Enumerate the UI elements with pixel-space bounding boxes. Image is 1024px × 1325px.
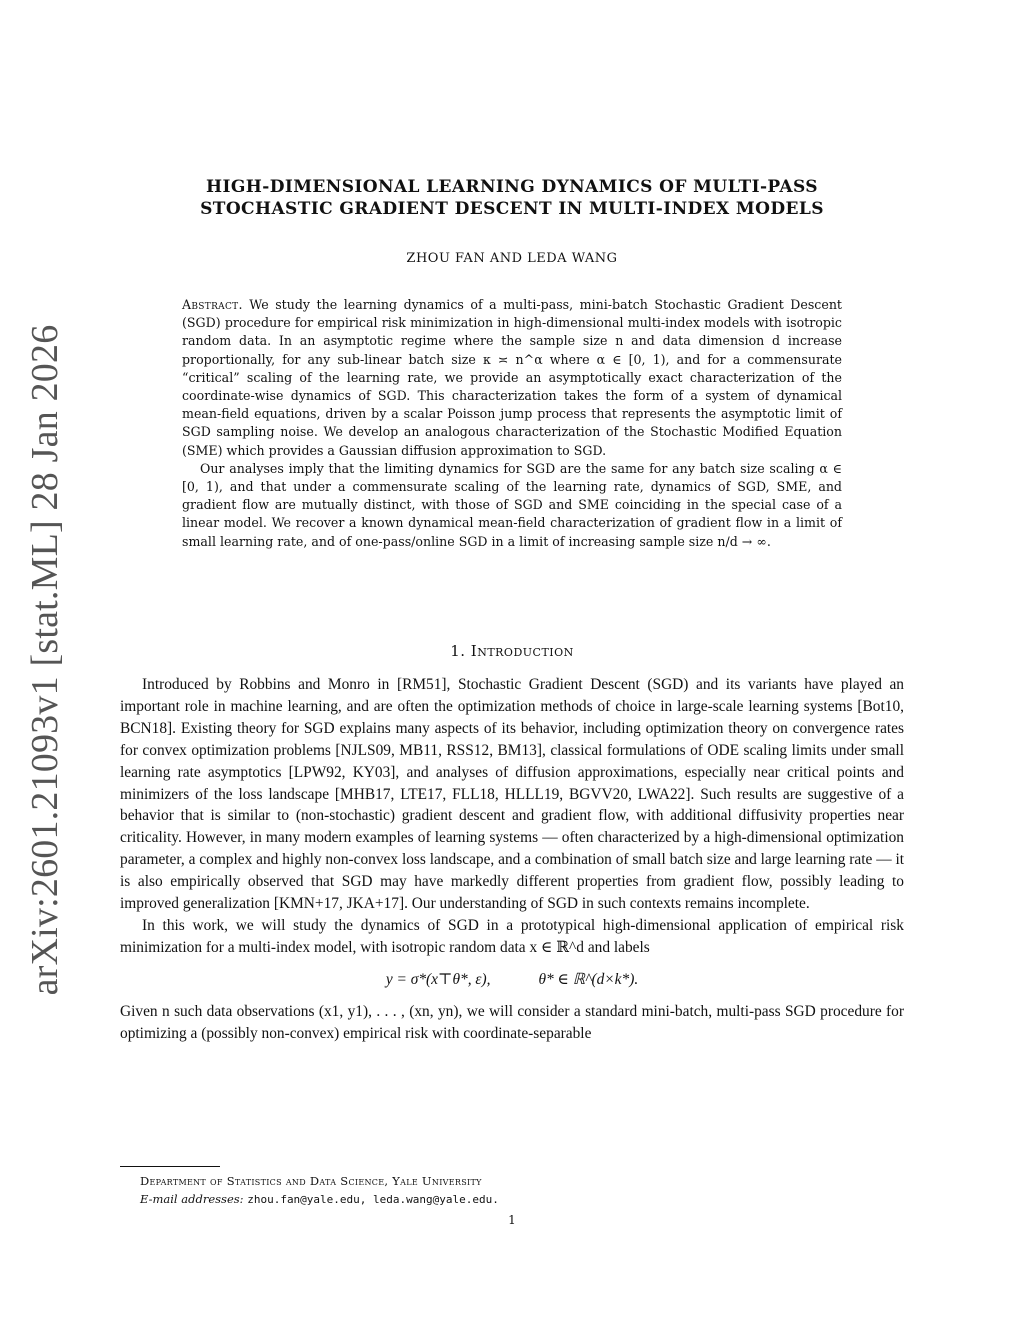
arxiv-identifier-stamp: arXiv:2601.21093v1 [stat.ML] 28 Jan 2026 [24,324,66,996]
title-line-1: HIGH-DIMENSIONAL LEARNING DYNAMICS OF MULTI-PASS [206,177,818,197]
intro-paragraph-1: Introduced by Robbins and Monro in [RM51], Stochastic Gradient Descent (SGD) and its variants have played an important role in machine learning, and are often the optimization methods of choice in large-scale learning systems [Bot10, BCN18]. Existing theory for SGD explains many aspects of its behavior, including optimization theory on convergence rates for convex optimization problems [NJLS09, MB11, RSS12, BM13], classical formulations of ODE scaling limits under small learning rate asymptotics [LPW92, KY03], and analyses of diffusion approximations, especially near critical points and minimizers of the loss landscape [MHB17, LTE17, FLL18, HLLL19, BGVV20, LWA22]. Such results are suggestive of a behavior that is similar to (non-stochastic) gradient descent and gradient flow, with additional diffusivity properties near criticality. However, in many modern examples of learning systems — often characterized by a high-dimensional optimization parameter, a complex and highly non-convex loss landscape, and a combination of small batch size and large learning rate — it is also empirically observed that SGD may have markedly different properties from gradient flow, possibly leading to improved generalization [KMN+17, JKA+17]. Our understanding of SGD in such contexts remains incomplete. [120,676,904,913]
section-heading-introduction: 1. Introduction [450,642,574,660]
equation-model: y = σ*(x⊤θ*, ε), [385,970,491,988]
intro-paragraph-2: In this work, we will study the dynamics of SGD in a prototypical high-dimensional application of empirical risk minimization for a multi-index model, with isotropic random data x ∈ ℝ^d and labels [120,916,904,956]
abstract-text-1: We study the learning dynamics of a multi-pass, mini-batch Stochastic Gradient Descent (SGD) procedure for empirical risk minimization in high-dimensional multi-index models with isotropic random data. In an asymptotic regime where the sample size n and data dimension d increase proportionally, for any sub-linear batch size κ ≍ n^α where α ∈ [0, 1), and for a commensurate “critical” scaling of the learning rate, we provide an asymptotically exact characterization of the coordinate-wise dynamics of SGD. This characterization takes the form of a system of dynamical mean-field equations, driven by a scalar Poisson jump process that represents the asymptotic limit of SGD sampling noise. We develop an analogous characterization of the Stochastic Modified Equation (SME) which provides a Gaussian diffusion approximation to SGD. [182,297,842,458]
footnote [140,1172,900,1209]
footnote-rule [120,1166,220,1167]
paper-title [120,176,904,220]
equation-parameter-space: θ* ∈ ℝ^(d×k*). [538,970,639,988]
abstract-paragraph-2: Our analyses imply that the limiting dynamics for SGD are the same for any batch size scaling α ∈ [0, 1), and that under a commensurate scaling of the learning rate, dynamics of SGD, SME, and gradient flow are mutually distinct, with those of SGD and SME coinciding in the special case of a linear model. We recover a known dynamical mean-field characterization of gradient flow in a limit of small learning rate, and of one-pass/online SGD in a limit of increasing sample size n/d → ∞. [182,460,842,549]
title-line-2: STOCHASTIC GRADIENT DESCENT IN MULTI-INDEX MODELS [200,199,824,219]
email-label: E-mail addresses: [140,1192,244,1206]
abstract-paragraph-1 [182,296,842,460]
display-equation [120,969,904,991]
abstract-label: Abstract. [182,297,243,312]
intro-paragraph-3: Given n such data observations (x1, y1), . . . , (xn, yn), we will consider a standard mini-batch, multi-pass SGD procedure for optimizing a (possibly non-convex) empirical risk with coordinate-separable [120,1002,904,1042]
abstract [182,296,842,551]
page-number: 1 [508,1213,516,1227]
affiliation: Department of Statistics and Data Science, Yale University [140,1174,482,1188]
author-list: ZHOU FAN AND LEDA WANG [406,251,618,266]
email-addresses: zhou.fan@yale.edu, leda.wang@yale.edu. [247,1193,499,1206]
body-text [120,674,904,1045]
